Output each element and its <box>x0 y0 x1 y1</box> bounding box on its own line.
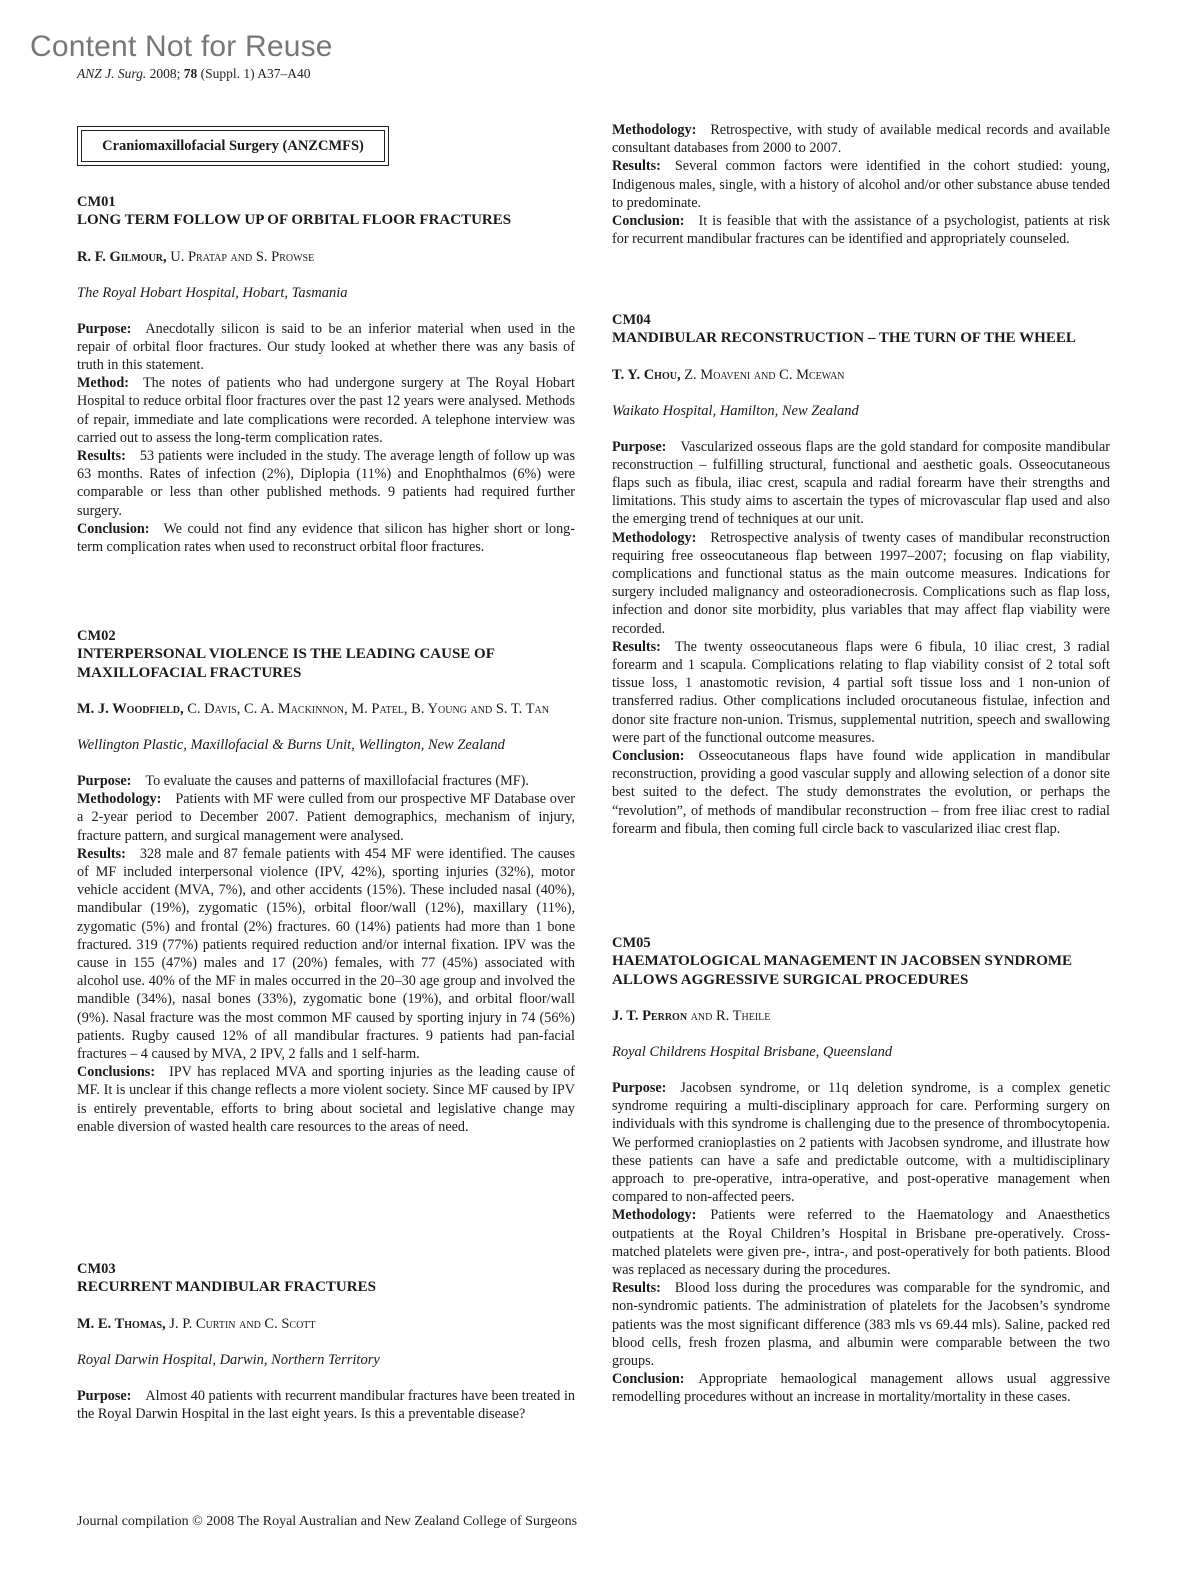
section-text: Patients with MF were culled from our prospective MF Database over a 2-year period to December 2007. Patient demographics, mechanism of injury, fracture pattern, and surgical management were analysed. <box>77 791 575 844</box>
section-text: The twenty osseocutaneous flaps were 6 fibula, 10 iliac crest, 3 radial forearm and 1 scapula. Complications relating to flap viability consist of 2 total soft tissue loss, 1 anastomotic revision, 4 partial soft tissue loss and 1 non-union of transferred radius. Other complications included orocutaneous fistulae, infection and donor site fracture non-union. Trismus, supplemental nutrition, speech and swallowing were part of the functional outcome measures. <box>612 638 1110 746</box>
journal-year: 2008; <box>149 66 181 81</box>
abstract-affiliation: The Royal Hobart Hospital, Hobart, Tasmania <box>77 284 348 301</box>
abstract-section <box>77 374 575 447</box>
abstract-section <box>612 157 1110 212</box>
abstract-section <box>612 638 1110 747</box>
section-label: Conclusions: <box>77 1064 156 1081</box>
abstract-body <box>612 121 1110 248</box>
section-label: Methodology: <box>612 122 697 138</box>
section-text: Almost 40 patients with recurrent mandibular fractures have been treated in the Royal Darwin Hospital in the last eight years. Is this a preventable disease? <box>77 1387 575 1422</box>
co-authors: J. P. Curtin and C. Scott <box>169 1315 316 1332</box>
watermark: Content Not for Reuse <box>30 30 333 63</box>
abstract-section <box>77 320 575 375</box>
section-label: Purpose: <box>77 1387 132 1404</box>
abstract-affiliation: Royal Darwin Hospital, Darwin, Northern Territory <box>77 1351 380 1368</box>
section-label: Results: <box>77 447 126 464</box>
section-text: Blood loss during the procedures was comparable for the syndromic, and non-syndromic patients. The administration of platelets for the Jacobsen’s syndrome patients was the most significant difference (383 mls vs 69.44 mls). Saline, packed red blood cells, fresh frozen plasma, and albumin were comparable between the two groups. <box>612 1280 1110 1370</box>
section-text: Several common factors were identified in the cohort studied: young, Indigenous males, single, with a history of alcohol and/or other substance abuse tended to predominate. <box>612 158 1110 211</box>
section-text: Jacobsen syndrome, or 11q deletion syndrome, is a complex genetic syndrome requiring a multi-disciplinary approach for care. Performing surgery on individuals with this syndrome is challenging due to the presence of thrombocytopenia. We performed cranioplasties on 2 patients with Jacobsen syndrome, and illustrate how these patients can have a safe and predictable outcome, with a multidisciplinary approach to pre-operative, intra-operative, and post-operative management when compared to non-affected peers. <box>612 1080 1110 1206</box>
abstract-affiliation: Waikato Hospital, Hamilton, New Zealand <box>612 402 859 419</box>
section-text: IPV has replaced MVA and sporting injuries as the leading cause of MF. It is unclear if this change reflects a more violent society. Since MF caused by IPV is entirely preventable, efforts to bring about societal and legislative change may enable diversion of wasted health care resources to the areas of need. <box>77 1064 575 1135</box>
co-authors: U. Pratap and S. Prowse <box>170 248 315 265</box>
abstract-authors <box>77 248 575 266</box>
section-text: 53 patients were included in the study. The average length of follow up was 63 months. Rates of infection (2%), Diplopia (11%) and Enophthalmos (6%) were comparable or less than other published methods. 9 patients had required further surgery. <box>77 447 575 519</box>
abstract-authors <box>612 366 1110 384</box>
abstract-section <box>77 520 575 556</box>
section-label: Conclusion: <box>612 213 685 230</box>
co-authors: Z. Moaveni and C. Mcewan <box>684 366 845 383</box>
abstract-id: CM04 <box>612 312 651 328</box>
section-label: Methodology: <box>77 791 162 808</box>
abstract-section <box>612 1206 1110 1279</box>
section-label: Methodology: <box>612 529 697 546</box>
section-label: Results: <box>77 845 126 862</box>
abstract-cm04 <box>612 311 1110 838</box>
abstract-section <box>77 772 575 790</box>
section-label: Results: <box>612 1280 661 1297</box>
lead-author: M. J. Woodfield, <box>77 701 184 717</box>
abstract-title: LONG TERM FOLLOW UP OF ORBITAL FLOOR FRACTURES <box>77 212 512 228</box>
section-label: Purpose: <box>77 320 132 337</box>
section-text: 328 male and 87 female patients with 454 MF were identified. The causes of MF included interpersonal violence (IPV, 42%), sporting injuries (32%), motor vehicle accident (MVA, 7%), and other accidents (15%). These included nasal (40%), mandibular (19%), zygomatic (15%), orbital floor/wall (12%), maxillary (11%), zygomatic (5%) and frontal (2%) fractures. 60 (14%) patients had more than 1 bone fractured. 319 (77%) patients required reduction and/or internal fixation. IPV was the cause in 155 (47%) males and 17 (20%) females, with 77 (45%) associated with alcohol use. 40% of the MF in males occurred in the 20–30 age group and involved the mandible (34%), nasal bones (33%), zygomatic bone (19%), and orbital floor/wall (9%). Nasal fracture was the most common MF caused by sporting injury in 74 (56%) patients. Rugby caused 12% of all mandibular fractures. 9 patients had pan-facial fractures – 4 caused by MVA, 2 IPV, 2 falls and 1 self-harm. <box>77 845 575 1063</box>
section-label: Purpose: <box>612 1080 667 1096</box>
lead-author: J. T. Perron <box>612 1008 688 1024</box>
abstract-title: RECURRENT MANDIBULAR FRACTURES <box>77 1279 376 1295</box>
abstract-body <box>77 772 575 1136</box>
section-heading: Craniomaxillofacial Surgery (ANZCMFS) <box>81 130 385 162</box>
abstract-section <box>612 1079 1110 1206</box>
section-label: Methodology: <box>612 1207 697 1224</box>
section-label: Conclusion: <box>77 520 150 537</box>
abstract-section <box>77 1063 575 1136</box>
abstract-id: CM02 <box>77 628 116 644</box>
abstract-section <box>612 1370 1110 1406</box>
abstract-body <box>612 1079 1110 1407</box>
section-text: Appropriate hemaological management allows usual aggressive remodelling procedures without an increase in mortality/mortality in these cases. <box>612 1371 1110 1406</box>
abstract-section <box>612 121 1110 157</box>
section-label: Results: <box>612 638 661 655</box>
abstract-section <box>612 529 1110 638</box>
abstract-section <box>77 1387 575 1423</box>
abstract-cm03 <box>77 1260 575 1423</box>
abstract-affiliation: Royal Childrens Hospital Brisbane, Queensland <box>612 1044 893 1060</box>
abstract-section <box>612 438 1110 529</box>
abstract-body <box>612 438 1110 838</box>
section-label: Purpose: <box>77 773 132 789</box>
abstract-authors <box>77 1315 575 1333</box>
section-label: Conclusion: <box>612 1371 685 1388</box>
journal-pages: (Suppl. 1) A37–A40 <box>200 66 311 81</box>
abstract-title: MANDIBULAR RECONSTRUCTION – THE TURN OF THE WHEEL <box>612 330 1076 346</box>
abstract-section <box>612 747 1110 838</box>
abstract-title: HAEMATOLOGICAL MANAGEMENT IN JACOBSEN SYNDROME ALLOWS AGGRESSIVE SURGICAL PROCEDURES <box>612 953 1073 988</box>
abstract-section <box>77 790 575 845</box>
abstract-body <box>77 1387 575 1423</box>
abstract-section <box>612 1279 1110 1370</box>
section-text: Retrospective, with study of available medical records and available consultant databases from 2000 to 2007. <box>612 122 1110 157</box>
abstract-section <box>77 447 575 520</box>
abstract-authors <box>77 700 575 718</box>
section-text: Retrospective analysis of twenty cases of mandibular reconstruction requiring free osseocutaneous flap between 1997–2007; focusing on flap viability, complications and functional status as the main outcome measures. Indications for surgery included malignancy and osteoradionecrosis. Complications such as flap loss, infection and donor site morbidity, plus variables that may affect flap viability were recorded. <box>612 529 1110 637</box>
section-text: To evaluate the causes and patterns of maxillofacial fractures (MF). <box>145 773 529 789</box>
abstract-authors <box>612 1007 1110 1025</box>
lead-author: T. Y. Chou, <box>612 366 681 383</box>
section-text: Patients were referred to the Haematology and Anaesthetics outpatients at the Royal Children’s Hospital in Brisbane pre-operatively. Cross-matched platelets were given pre-, intra-, and post-operatively for both patients. Blood was replaced as necessary during the procedures. <box>612 1207 1110 1279</box>
journal-name: ANZ J. Surg. <box>77 66 147 81</box>
co-authors: C. Davis, C. A. Mackinnon, M. Patel, B. Young and S. T. Tan <box>187 701 549 717</box>
abstract-cm02 <box>77 627 575 1136</box>
section-text: The notes of patients who had undergone surgery at The Royal Hobart Hospital to reduce orbital floor fractures over the past 12 years were analysed. Methods of repair, immediate and late complications were recorded. A telephone interview was carried out to assess the long-term complication rates. <box>77 375 575 446</box>
abstract-cm03-continued <box>612 121 1110 248</box>
abstract-title: INTERPERSONAL VIOLENCE IS THE LEADING CAUSE OF MAXILLOFACIAL FRACTURES <box>77 646 495 681</box>
section-label: Results: <box>612 158 661 175</box>
abstract-affiliation: Wellington Plastic, Maxillofacial & Burns Unit, Wellington, New Zealand <box>77 737 505 753</box>
journal-citation <box>77 66 311 82</box>
lead-author: R. F. Gilmour, <box>77 248 167 265</box>
abstract-cm01 <box>77 193 575 556</box>
abstract-id: CM05 <box>612 935 651 951</box>
abstract-section <box>77 845 575 1063</box>
journal-volume: 78 <box>183 66 198 81</box>
abstract-cm05 <box>612 934 1110 1407</box>
abstract-section <box>612 212 1110 248</box>
lead-author: M. E. Thomas, <box>77 1315 166 1332</box>
section-text: Osseocutaneous flaps have found wide application in mandibular reconstruction, providing a good vascular supply and allowing selection of a donor site best suited to the defect. The study demonstrates the evolution, or perhaps the “revolution”, of methods of mandibular reconstruction – from free iliac crest to radial forearm and fibula, then coming full circle back to vascularized iliac crest flap. <box>612 747 1110 837</box>
section-label: Conclusion: <box>612 747 685 764</box>
section-text: Vascularized osseous flaps are the gold standard for composite mandibular reconstruction – fulfilling structural, functional and aesthetic goals. Osseocutaneous flaps such as fibula, iliac crest, scapula and radial forearm have their strengths and limitations. This study aims to ascertain the types of microvascular flap used and also the emerging trend of techniques at our unit. <box>612 438 1110 528</box>
section-label: Method: <box>77 375 130 392</box>
abstract-id: CM01 <box>77 194 116 210</box>
abstract-id: CM03 <box>77 1261 116 1277</box>
section-heading-box <box>77 126 389 166</box>
section-text: Anecdotally silicon is said to be an inferior material when used in the repair of orbital floor fractures. Our study looked at whether there was any basis of truth in this statement. <box>77 320 575 373</box>
co-authors: and R. Theile <box>690 1008 771 1024</box>
abstract-body <box>77 320 575 557</box>
section-label: Purpose: <box>612 438 667 455</box>
section-text: We could not find any evidence that silicon has higher short or long-term complication rates when used to reconstruct orbital floor fractures. <box>77 520 575 555</box>
page-footer: Journal compilation © 2008 The Royal Australian and New Zealand College of Surgeons <box>77 1514 578 1529</box>
section-text: It is feasible that with the assistance of a psychologist, patients at risk for recurrent mandibular fractures can be identified and appropriately counseled. <box>612 213 1110 248</box>
